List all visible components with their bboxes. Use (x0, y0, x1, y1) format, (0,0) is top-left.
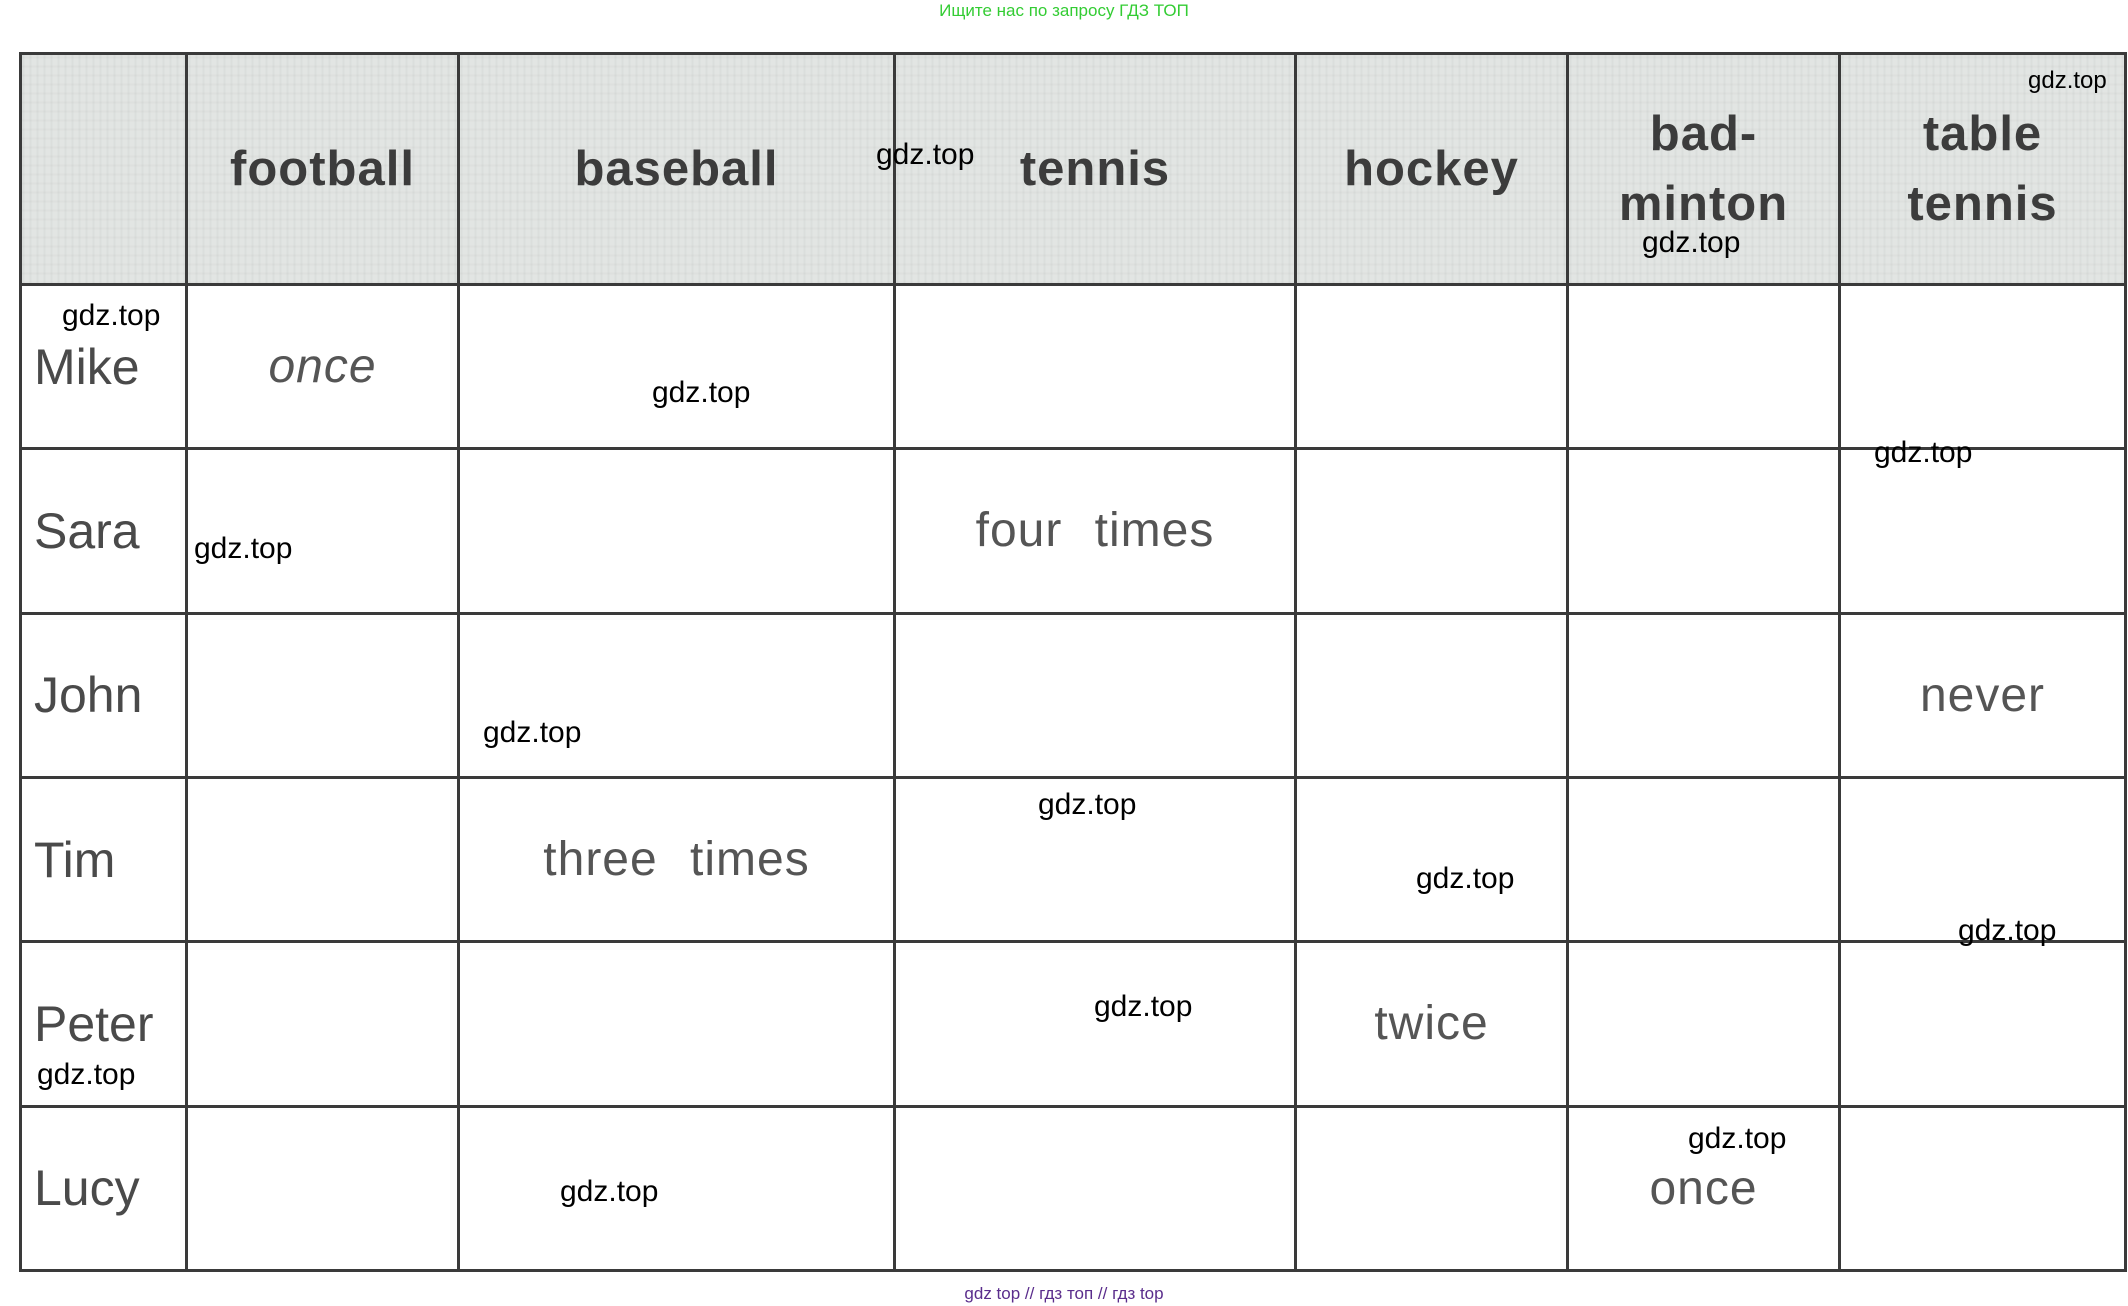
table-row (21, 613, 2126, 777)
table-cell (1840, 942, 2126, 1106)
header-badminton: bad- minton (1568, 54, 1840, 285)
watermark-text: gdz.top (1416, 862, 1515, 895)
watermark-text: gdz.top (1642, 226, 1741, 259)
table-cell (459, 285, 895, 449)
table-cell (187, 285, 459, 449)
table-cell (1296, 285, 1568, 449)
table-cell (187, 613, 459, 777)
table-cell (459, 449, 895, 613)
table-cell (187, 942, 459, 1106)
table-row (21, 449, 2126, 613)
header-row (21, 54, 2126, 285)
bottom-banner[interactable]: gdz top // гдз топ // гдз top (964, 1284, 1164, 1303)
cell-value: three times (543, 833, 810, 887)
table-cell (187, 449, 459, 613)
cell-value: four times (975, 504, 1215, 558)
table-cell (1568, 285, 1840, 449)
watermark-text: gdz.top (1038, 788, 1137, 821)
cell-value: never (1919, 668, 2046, 722)
table-cell (1840, 285, 2126, 449)
table-cell (1568, 449, 1840, 613)
row-name: Peter (21, 942, 187, 1106)
watermark-text: gdz.top (37, 1058, 136, 1091)
table-cell (895, 613, 1296, 777)
table-cell (459, 613, 895, 777)
watermark-text: gdz.top (62, 299, 161, 332)
watermark-text: gdz.top (652, 376, 751, 409)
header-football: football (187, 54, 459, 285)
table-cell (1296, 1106, 1568, 1270)
table-cell (1840, 1106, 2126, 1270)
top-banner[interactable]: Ищите нас по запросу ГДЗ ТОП (939, 1, 1189, 20)
table-row (21, 285, 2126, 449)
row-name: John (21, 613, 187, 777)
watermark-text: gdz.top (560, 1175, 659, 1208)
row-name: Lucy (21, 1106, 187, 1270)
watermark-text: gdz.top (1094, 990, 1193, 1023)
header-baseball: baseball (459, 54, 895, 285)
watermark-text: gdz.top (1688, 1122, 1787, 1155)
table-row (21, 1106, 2126, 1270)
table-cell (1296, 449, 1568, 613)
row-name: Tim (21, 777, 187, 941)
header-tennis: tennis (895, 54, 1296, 285)
table-cell (1568, 942, 1840, 1106)
row-name: Sara (21, 449, 187, 613)
table-cell (1296, 942, 1568, 1106)
table-cell (1840, 613, 2126, 777)
table-cell (187, 1106, 459, 1270)
header-corner-cell (21, 54, 187, 285)
cell-value: once (268, 340, 377, 394)
cell-value: twice (1374, 997, 1489, 1051)
table-cell (459, 777, 895, 941)
watermark-text: gdz.top (2028, 67, 2107, 94)
table-row (21, 942, 2126, 1106)
table-cell (895, 285, 1296, 449)
row-name: Mike (21, 285, 187, 449)
watermark-text: gdz.top (194, 532, 293, 565)
table-cell (895, 449, 1296, 613)
table-cell (1568, 613, 1840, 777)
table-cell (1296, 777, 1568, 941)
table-cell (187, 777, 459, 941)
table-cell (1568, 777, 1840, 941)
table-cell (459, 1106, 895, 1270)
frequency-table (19, 52, 2127, 1272)
watermark-text: gdz.top (483, 716, 582, 749)
watermark-text: gdz.top (1874, 436, 1973, 469)
header-table-tennis: table tennis (1840, 54, 2126, 285)
watermark-text: gdz.top (1958, 914, 2057, 947)
cell-value: once (1649, 1161, 1758, 1215)
watermark-text: gdz.top (876, 138, 975, 171)
table-cell (1296, 613, 1568, 777)
table-cell (1840, 449, 2126, 613)
table-cell (459, 942, 895, 1106)
header-hockey: hockey (1296, 54, 1568, 285)
table-cell (895, 1106, 1296, 1270)
